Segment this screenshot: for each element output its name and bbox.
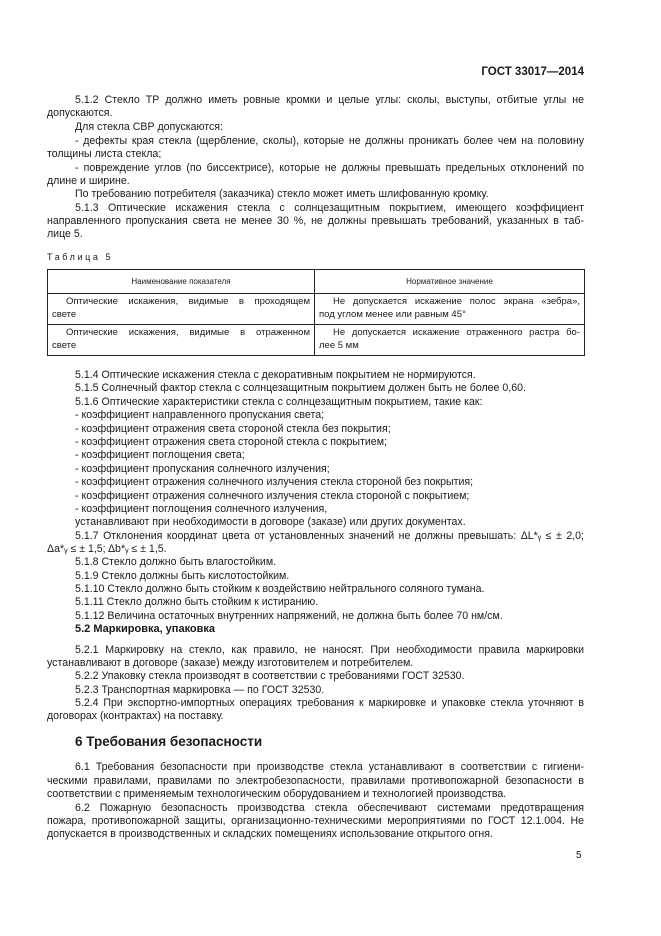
text-line: 5.1.12 Величина остаточных внутренних напряжений, не должна быть более 70 нм/см. (75, 610, 503, 622)
text-line: - повреждение углов (по биссектрисе), которые не должны превышать предельных отклонений по (75, 162, 584, 174)
column-header: Наименование показателя (48, 270, 315, 294)
cell-line: Не допускается искажение полос экрана «зебра», (333, 296, 580, 307)
text-line: 5.2.1 Маркировку на стекло, как правило, не наносят. При необходимости правила маркировки (75, 644, 584, 656)
page-number: 5 (576, 850, 582, 861)
text-line: пожара, противопожарной защиты, организационно-техническими мероприятиями по ГОСТ 12.1.004. Не (47, 815, 584, 827)
text-line: толщины листа стекла; (47, 148, 162, 160)
text-line: ческими правилами, правилами по электробезопасности, правилами противопожарной безопасности в (47, 775, 584, 787)
text-line: допускаются. (47, 107, 113, 119)
list-item: - коэффициент отражения света стороной стекла с покрытием; (75, 436, 387, 448)
table-5 (47, 269, 585, 356)
cell-line: под углом менее или равным 45° (319, 308, 466, 320)
list-item: - коэффициент поглощения солнечного излучения, (75, 503, 328, 515)
cell-line: свете (52, 308, 77, 320)
text-line: По требованию потребителя (заказчика) стекло может иметь шлифованную кромку. (75, 188, 489, 200)
text-line: допускается в производственных и складских помещениях использование открытого огня. (47, 828, 493, 840)
text-line: 5.1.6 Оптические характеристики стекла с солнцезащитным покрытием, такие как: (75, 396, 483, 408)
section-heading: 5.2 Маркировка, упаковка (75, 623, 216, 635)
cell-line: свете (52, 339, 77, 351)
text-line: 5.1.7 Отклонения координат цвета от установленных значений не должны превышать: ΔL*ᵧ ≤ ± 2,0; (75, 530, 584, 542)
text-line: устанавливают в договоре (заказе) между изготовителем и потребителем. (47, 657, 414, 669)
text-line: 5.1.5 Солнечный фактор стекла с солнцезащитным покрытием должен быть не более 0,60. (75, 382, 526, 394)
text-line: 5.1.11 Стекло должно быть стойким к истиранию. (75, 596, 319, 608)
text-line: 5.1.2 Стекло ТР должно иметь ровные кромки и целые углы: сколы, выступы, отбитые углы не (75, 94, 584, 106)
text-line: договорах (контрактах) на поставку. (47, 710, 224, 722)
list-item: - коэффициент отражения солнечного излучения стекла стороной без покрытия; (75, 476, 474, 488)
text-line: 5.2.3 Транспортная маркировка — по ГОСТ 32530. (75, 684, 325, 696)
cell-line: Оптические искажения, видимые в проходящем (66, 296, 310, 307)
table-header-row (48, 270, 585, 294)
list-item: - коэффициент отражения света стороной стекла без покрытия; (75, 423, 391, 435)
table-row (48, 294, 585, 325)
cell-line: Не допускается искажение отраженного растра бо- (333, 327, 580, 338)
list-item: - коэффициент пропускания солнечного излучения; (75, 463, 330, 475)
table-cell (48, 294, 315, 325)
text-line: лице 5. (47, 228, 83, 240)
chapter-heading: 6 Требования безопасности (75, 734, 263, 749)
text-line: Для стекла СВР допускаются: (75, 121, 223, 133)
text-line: 5.2.2 Упаковку стекла производят в соответствии с требованиями ГОСТ 32530. (75, 670, 465, 682)
text-line: длине и ширине. (47, 175, 130, 187)
text-line: 5.1.8 Стекло должно быть влагостойким. (75, 556, 277, 568)
list-item: - коэффициент поглощения света; (75, 449, 245, 461)
text-line: 6.2 Пожарную безопасность производства стекла обеспечивают системами предотвращения (75, 802, 584, 814)
list-item: - коэффициент отражения солнечного излучения стекла стороной с покрытием; (75, 490, 470, 502)
cell-line: Оптические искажения, видимые в отраженном (66, 327, 310, 338)
table-cell (315, 325, 585, 356)
document-header: ГОСТ 33017—2014 (481, 66, 584, 78)
table-row (48, 325, 585, 356)
column-header: Нормативное значение (315, 270, 585, 294)
text-line: 5.1.9 Стекло должны быть кислотостойким. (75, 570, 290, 582)
text-line: Δa*ᵧ ≤ ± 1,5; Δb*ᵧ ≤ ± 1,5. (47, 543, 167, 555)
text-line: 5.2.4 При экспортно-импортных операциях требования к маркировке и упаковке стекла уточняют в (75, 697, 584, 709)
text-line: направленного пропускания света не менее 30 %, не должны превышать требований, указанных в таб- (47, 215, 584, 227)
table-cell (315, 294, 585, 325)
list-item: - коэффициент направленного пропускания света; (75, 409, 325, 421)
cell-line: лее 5 мм (319, 339, 359, 351)
table-cell (48, 325, 315, 356)
text-line: - дефекты края стекла (щербление, сколы), которые не должны проникать более чем на половину (75, 135, 584, 147)
text-line: 5.1.3 Оптические искажения стекла с солнцезащитным покрытием, имеющего коэффициент (75, 202, 584, 214)
text-line: 5.1.10 Стекло должно быть стойким к воздействию нейтрального соляного тумана. (75, 583, 485, 595)
text-line: устанавливают при необходимости в договоре (заказе) или других документах. (75, 516, 466, 528)
text-line: соответствии с применяемым технологическим оборудованием и технологией производства. (47, 788, 507, 800)
table-caption: Таблица 5 (47, 252, 114, 262)
text-line: 6.1 Требования безопасности при производстве стекла устанавливают в соответствии с гигиени- (75, 761, 584, 773)
text-line: 5.1.4 Оптические искажения стекла с декоративным покрытием не нормируются. (75, 369, 476, 381)
